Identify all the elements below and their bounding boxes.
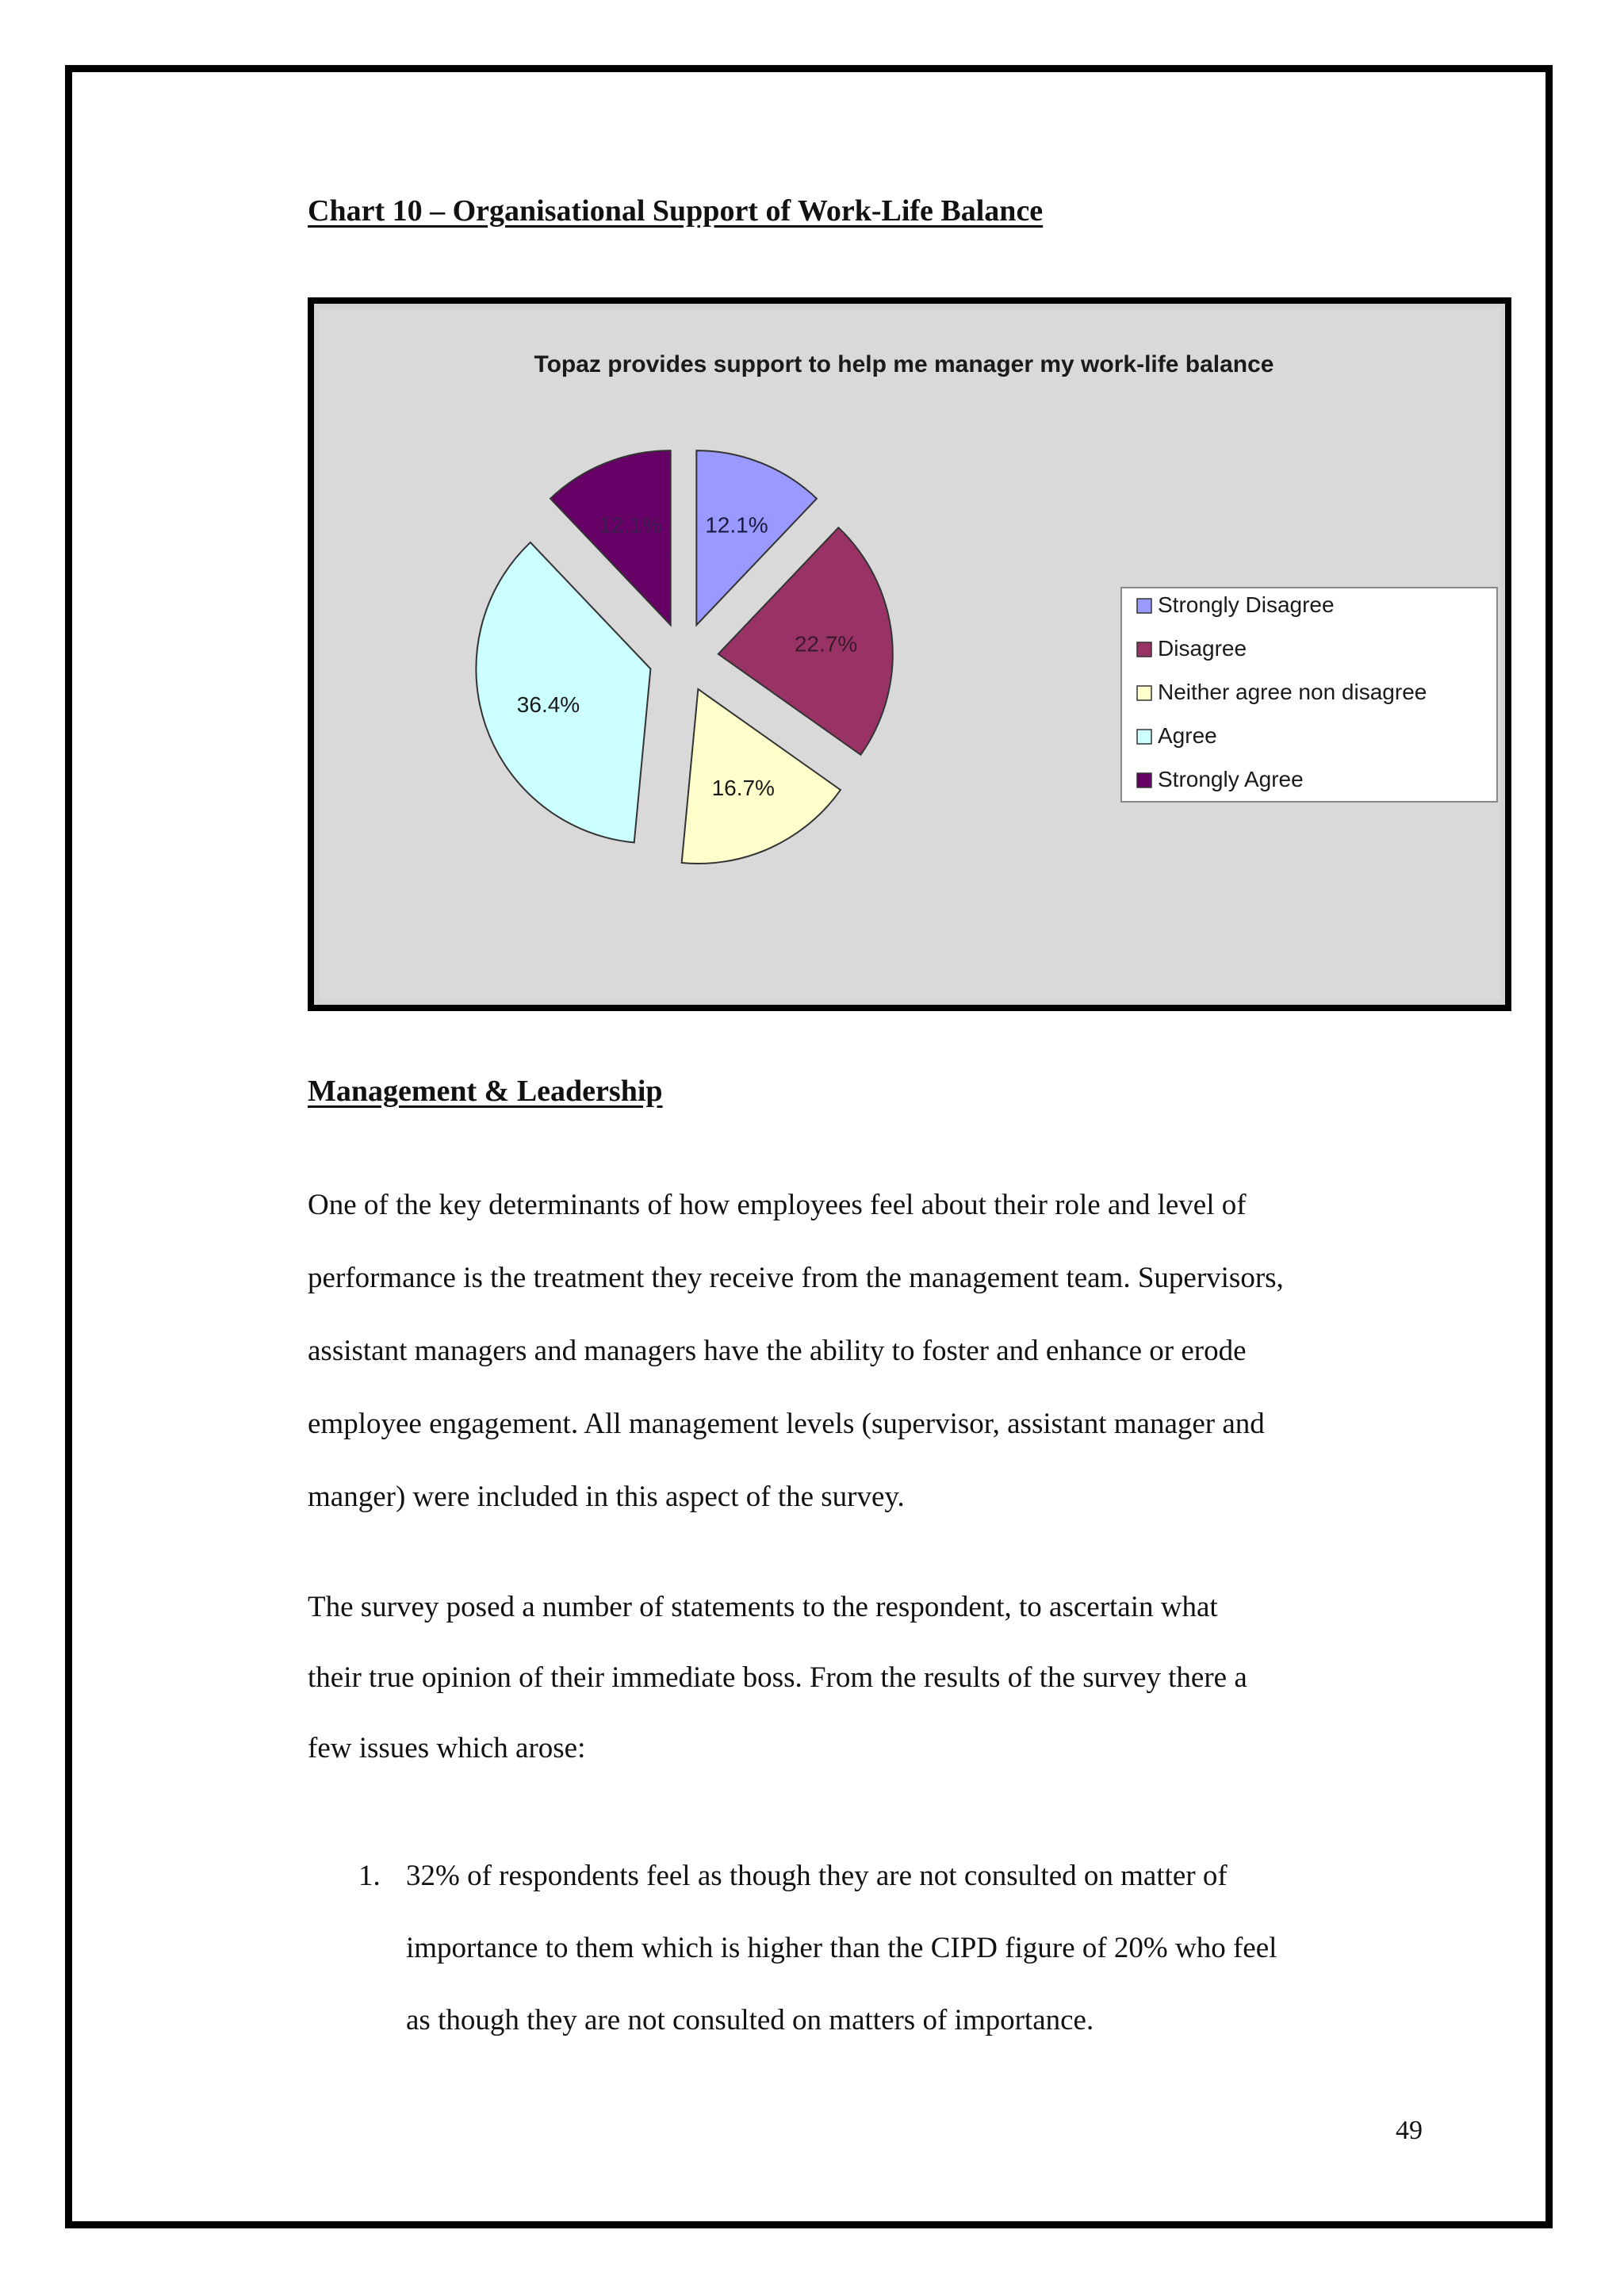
paragraph-line: assistant managers and managers have the ability to foster and enhance or erode: [308, 1335, 1247, 1367]
page-number: 49: [1396, 2116, 1423, 2145]
list-item: [406, 1840, 1277, 2056]
chart-title: Topaz provides support to help me manager my work-life balance: [534, 351, 1274, 377]
pie-slice-label: 12.1%: [705, 512, 768, 538]
legend-label: Agree: [1158, 723, 1217, 748]
legend-swatch: [1137, 773, 1151, 787]
legend-swatch: [1137, 599, 1151, 613]
legend-label: Disagree: [1158, 636, 1247, 661]
paragraph-line: performance is the treatment they receive from the management team. Supervisors,: [308, 1262, 1284, 1294]
paragraph-1: [308, 1169, 1284, 1534]
pie-slice-label: 16.7%: [711, 775, 775, 800]
section-heading: Management & Leadership: [308, 1075, 663, 1108]
pie-chart: [308, 297, 1511, 1011]
pie-slice-label: 22.7%: [794, 631, 858, 657]
paragraph-line: The survey posed a number of statements to the respondent, to ascertain what: [308, 1591, 1218, 1623]
pie-slice-label: 36.4%: [516, 692, 580, 717]
list-item-line: 32% of respondents feel as though they are not consulted on matter of: [406, 1860, 1228, 1892]
pie-slice-label: 12.1%: [599, 512, 662, 538]
chart-caption-heading: Chart 10 – Organisational Support of Work-Life Balance: [308, 194, 1044, 228]
legend-swatch: [1137, 730, 1151, 744]
legend-swatch: [1137, 642, 1151, 657]
list-item-line: importance to them which is higher than the CIPD figure of 20% who feel: [406, 1932, 1277, 1964]
paragraph-line: manger) were included in this aspect of the survey.: [308, 1481, 905, 1513]
legend-label: Strongly Disagree: [1158, 592, 1335, 617]
legend-label: Neither agree non disagree: [1158, 680, 1427, 704]
paragraph-2: [308, 1572, 1247, 1784]
list-item-number: 1.: [358, 1860, 381, 1892]
legend-label: Strongly Agree: [1158, 767, 1304, 791]
list-item-line: as though they are not consulted on matters of importance.: [406, 2004, 1094, 2036]
paragraph-line: few issues which arose:: [308, 1732, 586, 1764]
legend-swatch: [1137, 686, 1151, 700]
pie-chart-canvas: [319, 308, 1500, 1000]
paragraph-line: One of the key determinants of how employees feel about their role and level of: [308, 1189, 1247, 1221]
paragraph-line: employee engagement. All management levels (supervisor, assistant manager and: [308, 1408, 1265, 1440]
paragraph-line: their true opinion of their immediate boss. From the results of the survey there a: [308, 1661, 1247, 1694]
